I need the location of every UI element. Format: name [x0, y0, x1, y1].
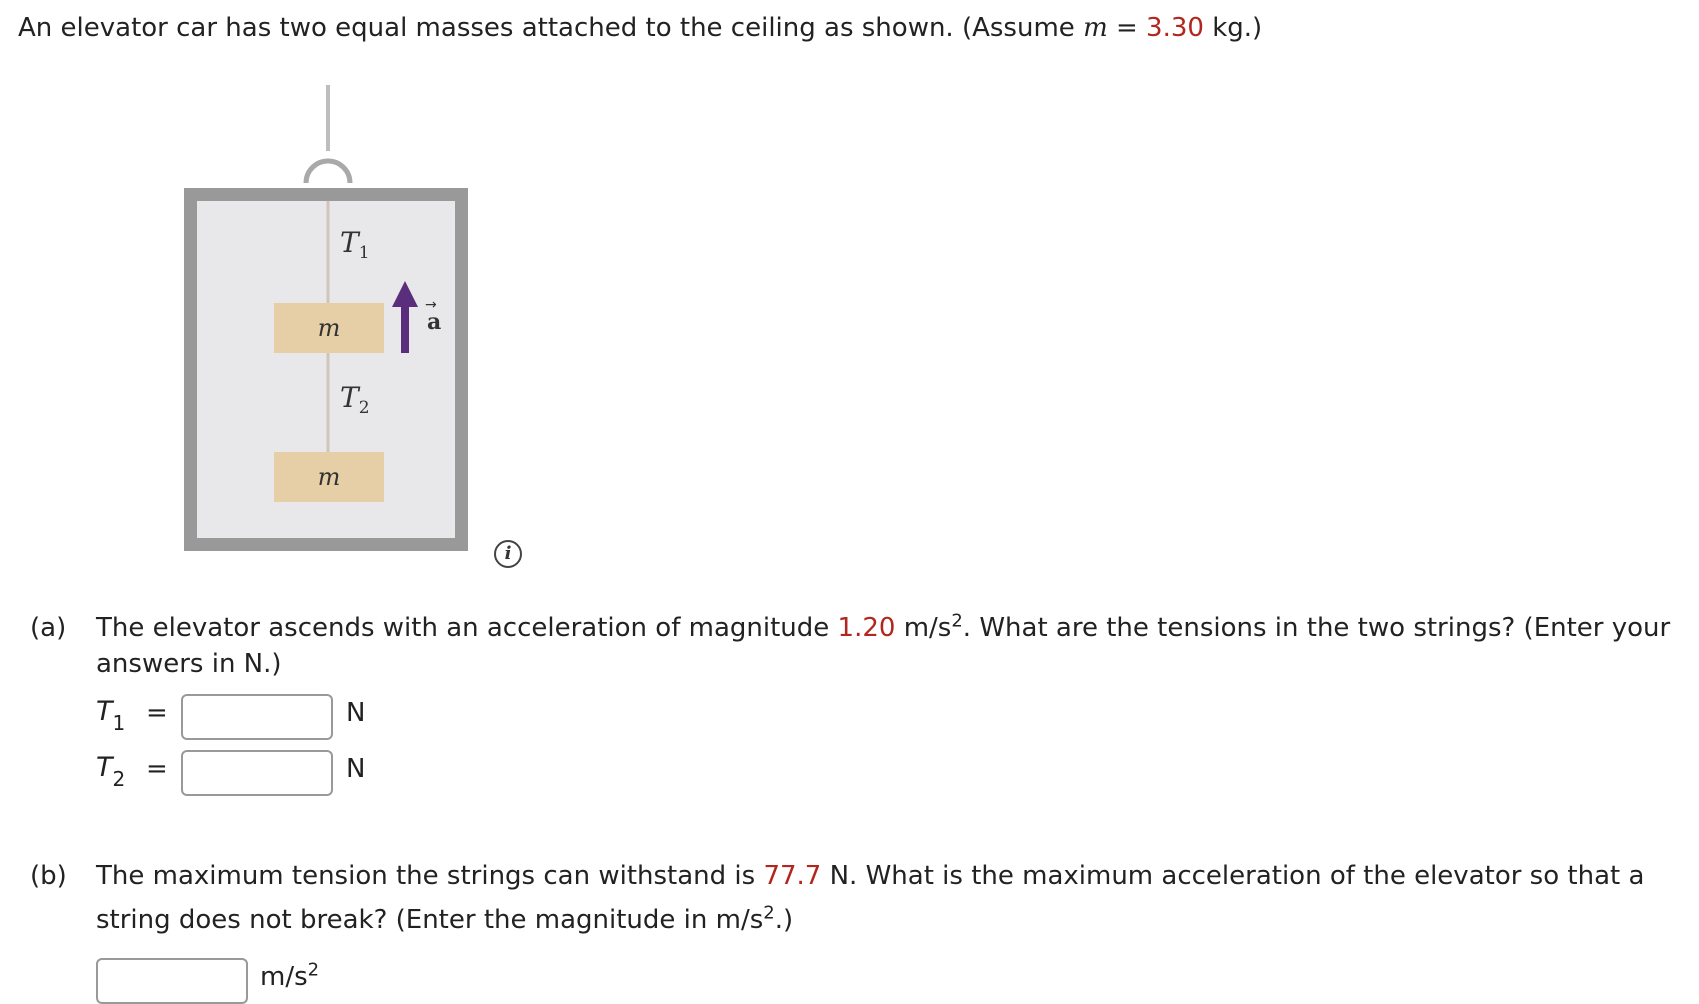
- part-a-question: [96, 610, 1699, 682]
- label-mass-top: m: [317, 314, 341, 342]
- part-b-text-mid: N. What is the maximum acceleration of the elevator so that a string does not break? (Enter the magnitude in m/s: [96, 861, 1645, 935]
- row-t2-equals: =: [146, 754, 168, 784]
- row-t2-var: $T_2$: [96, 752, 126, 791]
- row-t1-equals: =: [146, 698, 168, 728]
- intro-var-m: m: [1083, 13, 1108, 43]
- label-t1: $T_1$: [340, 226, 370, 263]
- row-t1-unit: N: [346, 698, 366, 728]
- elevator-figure: [180, 85, 540, 565]
- row-t2-unit: N: [346, 754, 366, 784]
- part-a-text-before: The elevator ascends with an acceleration of magnitude: [96, 613, 838, 643]
- t2-answer-input[interactable]: [181, 750, 333, 796]
- row-t1-var: $T_1$: [96, 696, 126, 735]
- max-acceleration-unit: $m/s^2$: [260, 959, 320, 992]
- part-a-letter: (a): [30, 613, 67, 643]
- label-accel-vector-arrow: →: [425, 297, 437, 313]
- label-t2: $T_2$: [340, 381, 370, 418]
- hook: [306, 161, 350, 183]
- mass-value: 3.30: [1146, 13, 1204, 43]
- part-b-text-before: The maximum tension the strings can withstand is: [96, 861, 764, 891]
- part-a-text-after: . What are the tensions in the two strings? (Enter your answers in N.): [96, 613, 1671, 679]
- label-accel: a: [427, 309, 442, 335]
- label-mass-bottom: m: [317, 463, 341, 491]
- max-tension-value: 77.7: [763, 861, 822, 891]
- intro-equals: =: [1107, 13, 1147, 43]
- part-b-question: [96, 854, 1699, 942]
- elevator-diagram: [180, 85, 540, 565]
- part-a-unit: m/s: [895, 613, 952, 643]
- part-a-unit-exp: 2: [951, 610, 963, 632]
- info-icon[interactable]: i: [494, 540, 522, 568]
- problem-statement: [18, 8, 1262, 48]
- t1-answer-input[interactable]: [181, 694, 333, 740]
- part-b-unit-exp: 2: [763, 902, 775, 924]
- part-b-text-after: .): [774, 905, 794, 935]
- intro-text-after: kg.): [1203, 13, 1263, 43]
- acceleration-value: 1.20: [837, 613, 896, 643]
- intro-text-before: An elevator car has two equal masses attached to the ceiling as shown. (Assume: [18, 13, 1084, 43]
- part-b-letter: (b): [30, 861, 67, 891]
- acceleration-arrow-shaft: [401, 301, 409, 353]
- max-acceleration-input[interactable]: [96, 958, 248, 1004]
